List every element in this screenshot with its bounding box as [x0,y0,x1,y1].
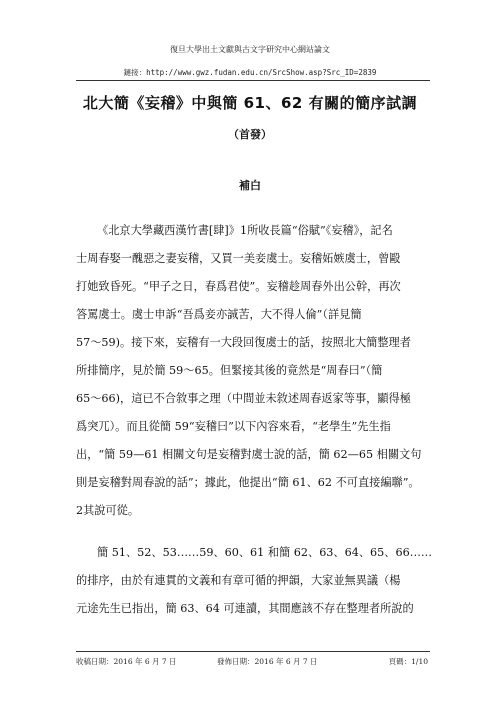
header-site-name: 復旦大學出土文獻與古文字研究中心網站論文 [170,45,330,54]
page-subtitle: （首發） [228,128,272,141]
footer-received-date: 收稿日期：2016 年 6 月 7 日 [76,657,177,666]
author: 補白 [239,179,261,192]
footer-divider [76,651,430,652]
header-divider [76,80,430,81]
body-line: 答罵虞士。虞士申訴“吾爲妾亦誠苦，大不得人倫”（詳見簡 [76,308,362,321]
body-line: 的排序，由於有連貫的文義和有章可循的押韻，大家並無異議（楊 [76,574,401,587]
body-line: 《北京大學藏西漢竹書[肆]》1所收長篇“俗賦”《妄稽》，記名 [97,224,393,237]
body-line: 57～59)。接下來，妄稽有一大段回復虞士的話，按照北大簡整理者 [76,336,411,349]
footer-published-date: 發佈日期：2016 年 6 月 7 日 [217,657,318,666]
body-line: 爲突兀）。而且從簡 59“妄稽曰”以下內容來看，“老學生”先生指 [76,420,391,433]
body-line: 元途先生已指出，簡 63、64 可連讀，其間應該不存在整理者所說的 [76,602,414,615]
header-link-url[interactable]: http://www.gwz.fudan.edu.cn/SrcShow.asp?Src_ID=2839 [146,68,377,77]
body-line: 士周春娶一醜惡之妻妄稽，又買一美妾虞士。妄稽妬嫉虞士，曾毆 [76,252,401,265]
footer-page-number: 頁碼：1/10 [388,657,428,666]
page-title: 北大簡《妄稽》中與簡 61、62 有關的簡序試調 [82,94,418,112]
body-line: 所排簡序，見於簡 59～65。但緊接其後的竟然是“周春曰”（簡 [76,364,383,377]
body-line: 2其說可從。 [76,504,140,517]
body-line: 出，“簡 59—61 相關文句是妄稽對虞士說的話，簡 62—65 相關文句 [76,448,422,461]
body-line: 65～66)，這已不合敘事之理（中間並未敘述周春返家等事，顯得極 [76,392,411,405]
body-line: 打她致昏死。“甲子之日，春爲君使”。妄稽趁周春外出公幹，再次 [76,280,401,293]
body-line: 簡 51、52、53……59、60、61 和簡 62、63、64、65、66…… [97,546,433,559]
header-link-label: 鏈接： [123,68,147,77]
body-line: 則是妄稽對周春說的話”；據此，他提出“簡 61、62 不可直接編聯”。 [76,476,420,489]
header-link [0,67,500,78]
